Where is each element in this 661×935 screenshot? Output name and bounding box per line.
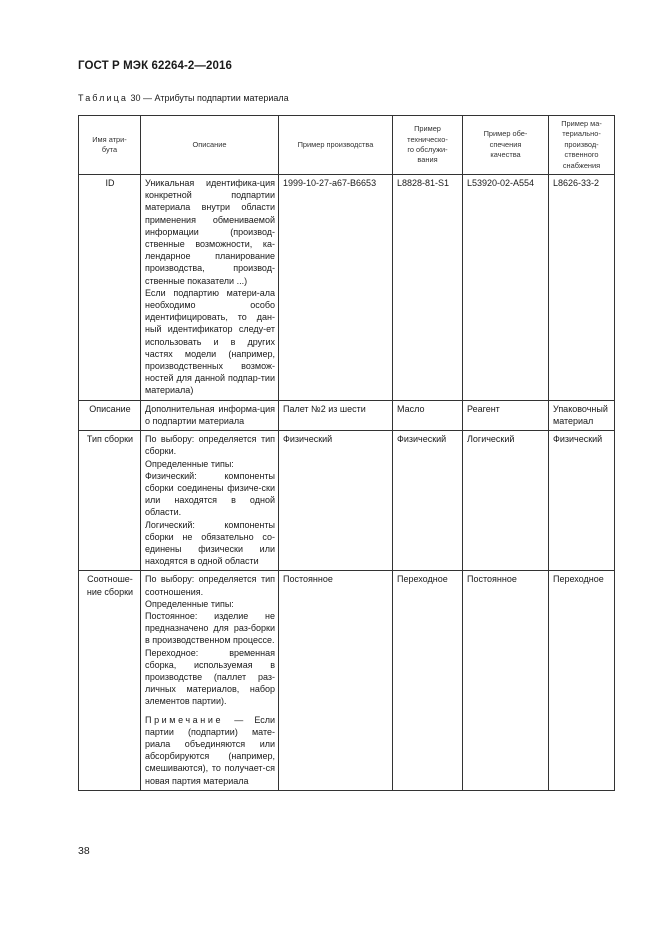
description-cell: Уникальная идентифика-ция конкретной подпартии материала внутри области применения обмениваемой информации (производ-ственные возможности, ка-лендарное планирование производства, производ-ственные показатели ...) Если подпартию матери-ала необходимо особо идентифицировать, то дан-ный идентификатор следу-ет использовать и в других частях модели (например, производственных возмож-ностей для данной подпар-тии материала) [141,175,279,401]
col-header-description: Описание [141,116,279,175]
table-row [79,571,615,790]
description-cell: Дополнительная информа-ция о подпартии материала [141,400,279,430]
col-header-quality: Пример обе- спечения качества [463,116,549,175]
maintenance-example-cell: L8828-81-S1 [393,175,463,401]
col-header-maintenance: Пример техническо- го обслужи- вания [393,116,463,175]
quality-example-cell: Реагент [463,400,549,430]
maintenance-example-cell: Физический [393,431,463,571]
inventory-example-cell: Переходное [549,571,615,790]
document-header: ГОСТ Р МЭК 62264-2—2016 [78,60,232,72]
table-caption-label: Таблица [78,93,128,103]
table-header-row [79,116,615,175]
quality-example-cell: Постоянное [463,571,549,790]
inventory-example-cell: L8626-33-2 [549,175,615,401]
production-example-cell: Постоянное [279,571,393,790]
description-cell: По выбору: определяется тип сборки. Определенные типы: Физический: компоненты сборки соединены физиче-ски или находятся в одной области. Логический: компоненты сборки не обязательно со-единены физически или находятся в одной области [141,431,279,571]
inventory-example-cell: Физический [549,431,615,571]
quality-example-cell: Логический [463,431,549,571]
maintenance-example-cell: Переходное [393,571,463,790]
table-caption [78,93,289,103]
description-cell: По выбору: определяется тип соотношения. Определенные типы: Постоянное: изделие не предназначено для раз-борки в производственном процессе. Переходное: временная сборка, используемая в производстве (паллет раз-личных материалов, набор элементов партии). Примечание — Если партии (подпартии) мате-риала объединяются или абсорбируются (например, смешиваются), то получает-ся новая партия материала [141,571,279,790]
maintenance-example-cell: Масло [393,400,463,430]
col-header-production: Пример производства [279,116,393,175]
production-example-cell: Палет №2 из шести [279,400,393,430]
quality-example-cell: L53920-02-A554 [463,175,549,401]
table-row [79,400,615,430]
table-note [145,714,275,787]
table-row [79,431,615,571]
table-row [79,175,615,401]
page-number: 38 [78,845,90,857]
table-caption-text: 30 — Атрибуты подпартии материала [128,93,289,103]
col-header-inventory: Пример ма- териально- производ- ственного снабжения [549,116,615,175]
attr-name-cell: Описание [79,400,141,430]
attr-name-cell: Соотноше-ние сборки [79,571,141,790]
inventory-example-cell: Упаковочный материал [549,400,615,430]
production-example-cell: Физический [279,431,393,571]
production-example-cell: 1999-10-27-a67-B6653 [279,175,393,401]
note-label: Примечание [145,714,224,725]
attr-name-cell: Тип сборки [79,431,141,571]
col-header-attr-name: Имя атри- бута [79,116,141,175]
attr-name-cell: ID [79,175,141,401]
note-text: — Если партии (подпартии) мате-риала объединяются или абсорбируются (например, смешиваются), то получает-ся новая партия материала [145,714,275,786]
attributes-table [78,115,615,791]
